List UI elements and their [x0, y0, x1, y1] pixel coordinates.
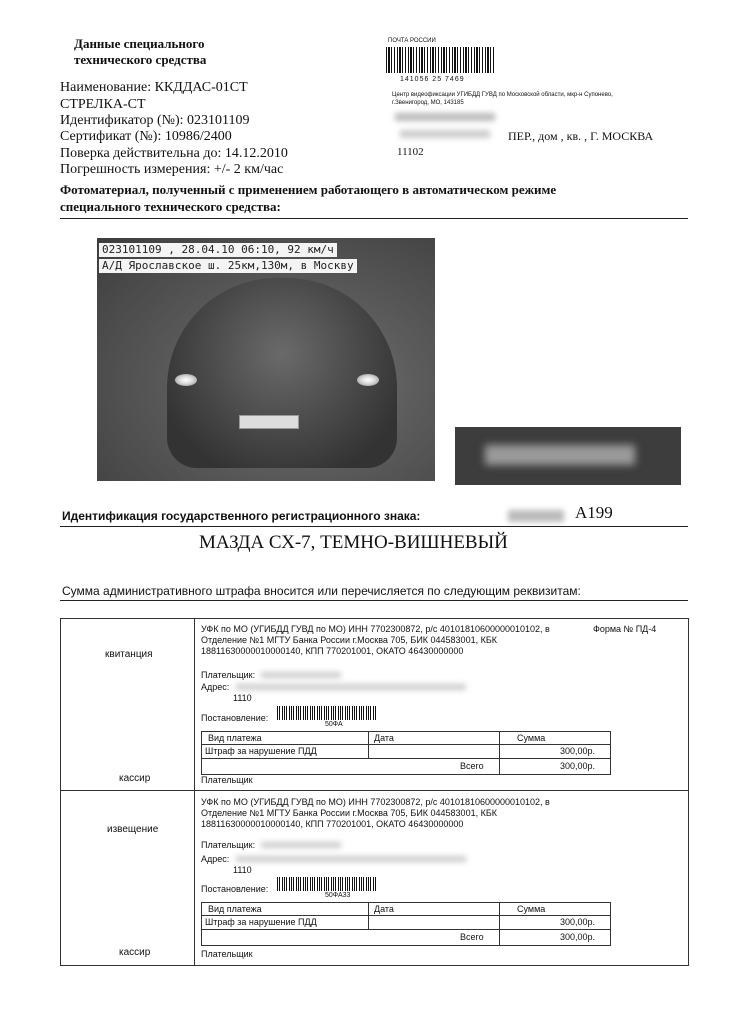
row-type-2: Штраф за нарушение ПДД: [205, 917, 317, 927]
sender-line-1: Центр видеофиксации УГИБДД ГУВД по Московской области, мкр-н Супонево,: [392, 92, 613, 98]
car-description: МАЗДА СХ-7, ТЕМНО-ВИШНЕВЫЙ: [199, 532, 508, 553]
device-identifier: Идентификатор (№): 023101109: [60, 113, 250, 128]
total-sum-2: 300,00р.: [560, 932, 596, 942]
total-label-1: Всего: [460, 761, 484, 771]
form-divider-horizontal: [61, 790, 688, 791]
col-date-2: Дата: [374, 904, 394, 914]
table2-row-divider-2: [202, 929, 610, 930]
decree-code-1: 50ФА: [325, 721, 343, 728]
plate-glow: [485, 445, 635, 465]
title-line-2: технического средства: [74, 52, 207, 67]
sender-line-2: г.Звенигород, МО, 143185: [392, 100, 464, 106]
redacted-payer-1: [261, 672, 341, 678]
barcode-bars: [386, 47, 494, 73]
identification-rule: [60, 526, 688, 527]
table1-row-divider-2: [202, 758, 610, 759]
headlight-left: [175, 374, 197, 386]
payee-line-1: УФК по МО (УГИБДД ГУВД по МО) ИНН 7702300872, р/с 40101810600000010102, в: [201, 624, 550, 634]
payee-line-3b: 18811630000010000140, КПП 770201001, ОКАТО 46430000000: [201, 819, 464, 829]
section-notice-label: извещение: [107, 824, 159, 835]
total-sum-1: 300,00р.: [560, 761, 596, 771]
redacted-street: [400, 130, 490, 138]
photo-heading-1: Фотоматериал, полученный с применением работающего в автоматическом режиме: [60, 182, 557, 197]
car-silhouette: [167, 278, 397, 468]
photo-heading-2: специального технического средства:: [60, 199, 281, 214]
decree-label-1: Постановление:: [201, 713, 269, 723]
identification-label: Идентификация государственного регистрационного знака:: [62, 509, 421, 523]
plate-closeup-photo: [455, 427, 681, 485]
payment-form: [60, 618, 689, 966]
recipient-index: 11102: [397, 146, 424, 158]
payee-details-1: [201, 624, 550, 657]
col-sum-1: Сумма: [517, 733, 546, 743]
table1-row-divider-1: [202, 744, 610, 745]
payment-table-2: [201, 902, 611, 946]
postal-barcode: [386, 38, 496, 90]
cashier-label-1: кассир: [119, 773, 151, 784]
table2-row-divider-1: [202, 915, 610, 916]
payer-footer-1: Плательщик: [201, 775, 253, 785]
headlight-right: [357, 374, 379, 386]
form-divider-vertical: [194, 619, 195, 965]
payer-label-2: Плательщик:: [201, 840, 256, 850]
license-plate: [239, 415, 299, 429]
payee-details-2: [201, 797, 550, 830]
redacted-address-2: [236, 856, 466, 862]
decree-barcode-1: [277, 706, 377, 720]
payment-intro: Сумма административного штрафа вносится или перечисляется по следующим реквизитам:: [62, 584, 581, 598]
payee-line-2b: Отделение №1 МГТУ Банка России г.Москва 705, БИК 044583001, КБК: [201, 808, 497, 818]
row-type-1: Штраф за нарушение ПДД: [205, 746, 317, 756]
plate-number: А199: [575, 503, 613, 522]
table2-col-divider-2: [499, 903, 500, 945]
device-name: Наименование: ККДДАС-01СТ: [60, 80, 248, 95]
cashier-label-2: кассир: [119, 947, 151, 958]
postal-label: ПОЧТА РОССИИ: [388, 38, 436, 44]
form-number-1: Форма № ПД-4: [593, 624, 657, 634]
title-line-1: Данные специального: [74, 36, 205, 51]
address-index-2: 1110: [233, 865, 252, 875]
address-index-1: 1110: [233, 693, 252, 703]
col-sum-2: Сумма: [517, 904, 546, 914]
payee-line-2: Отделение №1 МГТУ Банка России г.Москва 705, БИК 044583001, КБК: [201, 635, 497, 645]
barcode-number: 141056 25 7469: [400, 76, 465, 83]
device-error: Погрешность измерения: +/- 2 км/час: [60, 162, 284, 177]
col-type-1: Вид платежа: [208, 733, 262, 743]
violation-photo: [97, 238, 435, 481]
redacted-address-1: [236, 684, 466, 690]
photo-heading: [60, 181, 556, 215]
col-date-1: Дата: [374, 733, 394, 743]
heading-rule: [60, 218, 688, 219]
overlay-line-1: 023101109 , 28.04.10 06:10, 92 км/ч: [99, 243, 337, 257]
device-certificate: Сертификат (№): 10986/2400: [60, 129, 232, 144]
payment-rule: [60, 600, 688, 601]
col-type-2: Вид платежа: [208, 904, 262, 914]
section-receipt-label: квитанция: [105, 649, 153, 660]
table1-col-divider-1: [368, 732, 369, 758]
overlay-line-2: А/Д Ярославское ш. 25км,130м, в Москву: [99, 259, 357, 273]
decree-barcode-2: [277, 877, 377, 891]
redacted-name: [395, 113, 495, 121]
payment-table-1: [201, 731, 611, 775]
payer-label-1: Плательщик:: [201, 670, 256, 680]
recipient-address: ПЕР., дом , кв. , Г. МОСКВА: [508, 129, 654, 143]
redacted-payer-2: [261, 842, 341, 848]
address-label-1: Адрес:: [201, 682, 230, 692]
decree-code-2: 50ФА33: [325, 892, 351, 899]
row-sum-2: 300,00р.: [560, 917, 596, 927]
device-data-title: [74, 36, 206, 68]
payee-line-3: 18811630000010000140, КПП 770201001, ОКАТО 46430000000: [201, 646, 464, 656]
address-label-2: Адрес:: [201, 854, 230, 864]
row-sum-1: 300,00р.: [560, 746, 596, 756]
table2-col-divider-1: [368, 903, 369, 929]
payer-footer-2: Плательщик: [201, 949, 253, 959]
decree-label-2: Постановление:: [201, 884, 269, 894]
total-label-2: Всего: [460, 932, 484, 942]
payee-line-1b: УФК по МО (УГИБДД ГУВД по МО) ИНН 7702300872, р/с 40101810600000010102, в: [201, 797, 550, 807]
table1-col-divider-2: [499, 732, 500, 774]
redacted-plate: [508, 510, 564, 522]
device-verification: Поверка действительна до: 14.12.2010: [60, 146, 288, 161]
device-model: СТРЕЛКА-СТ: [60, 97, 146, 112]
